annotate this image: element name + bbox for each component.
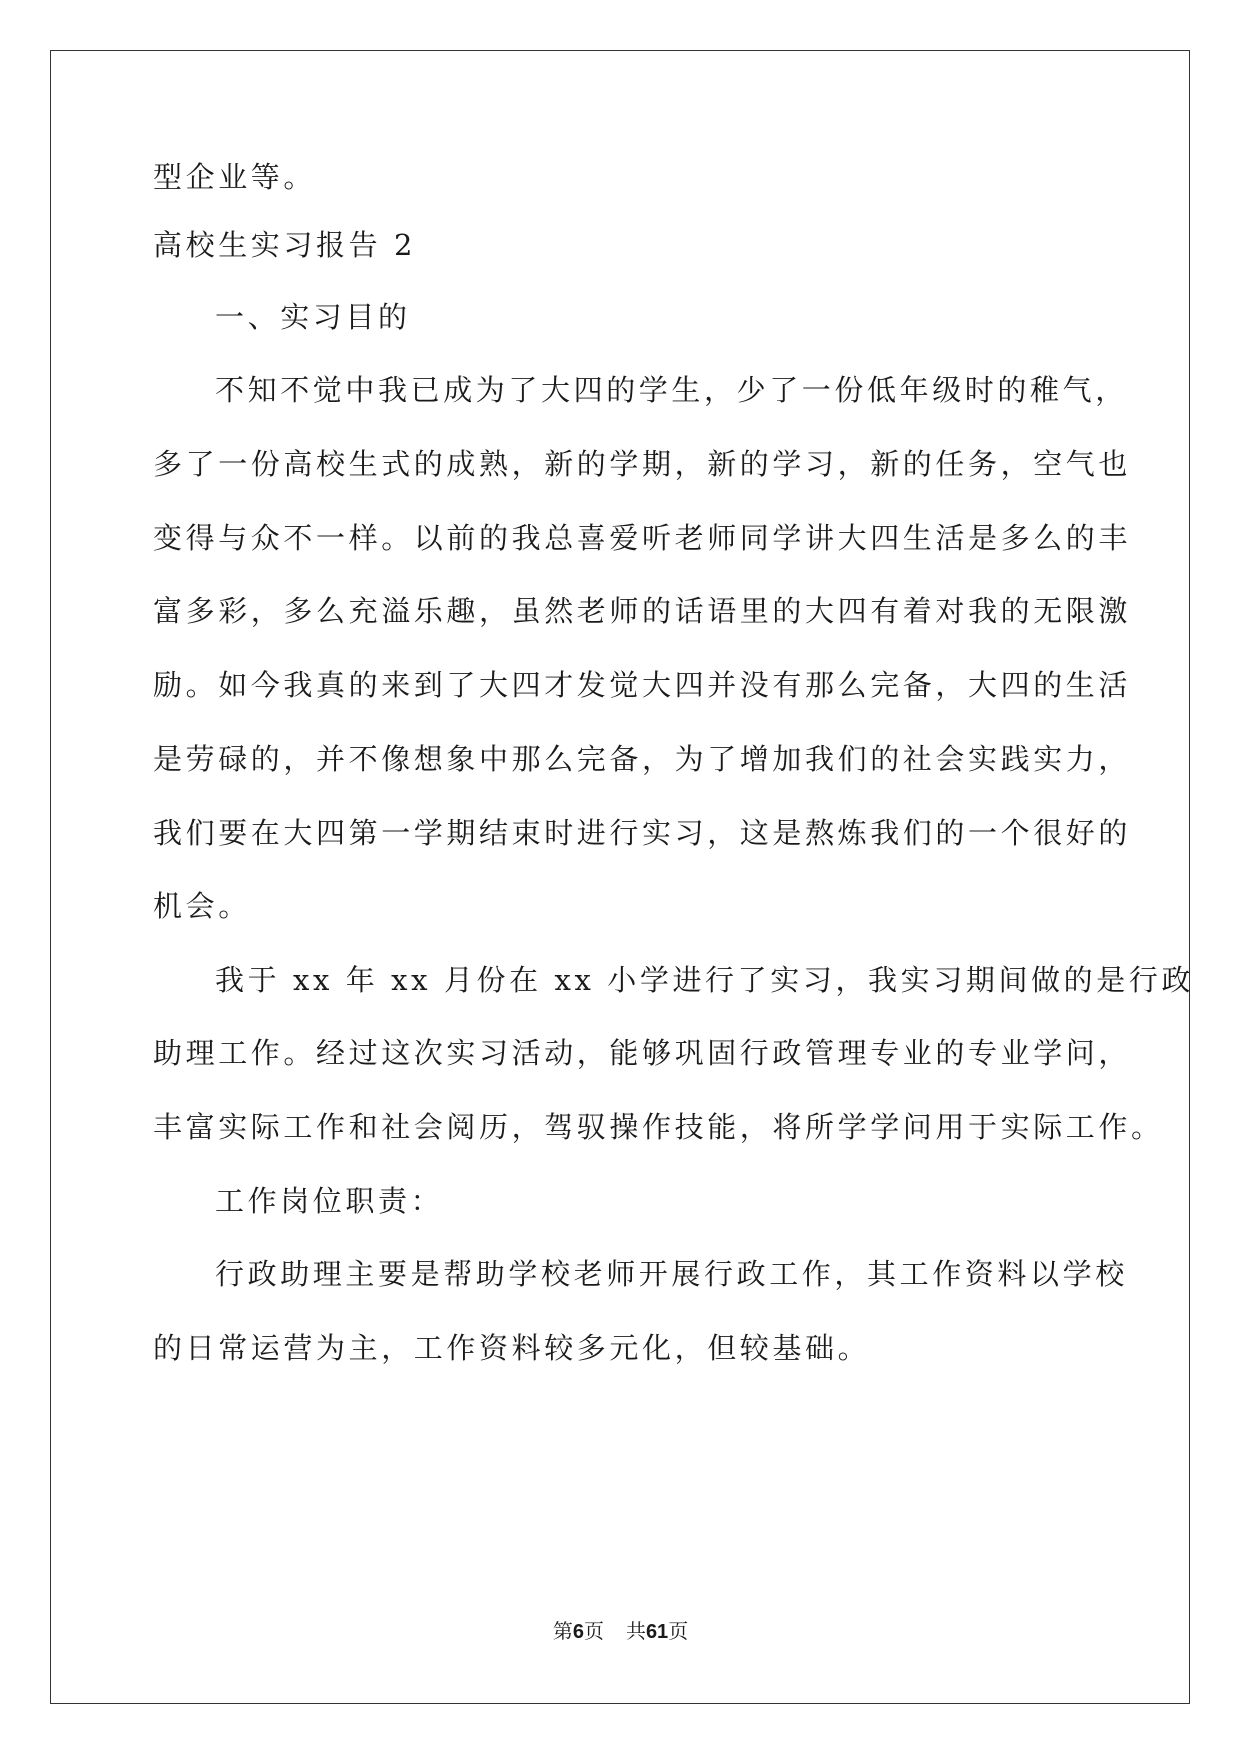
text-line: 多了一份高校生式的成熟，新的学期，新的学习，新的任务，空气也 xyxy=(153,447,1132,481)
text-line: 丰富实际工作和社会阅历，驾驭操作技能，将所学学问用于实际工作。 xyxy=(153,1110,1164,1144)
text-line: 我们要在大四第一学期结束时进行实习，这是熬炼我们的一个很好的 xyxy=(153,816,1132,850)
text-line: 助理工作。经过这次实习活动，能够巩固行政管理专业的专业学问， xyxy=(153,1036,1132,1070)
text-line: 行政助理主要是帮助学校老师开展行政工作，其工作资料以学校 xyxy=(215,1257,1128,1291)
text-line: 富多彩，多么充溢乐趣，虽然老师的话语里的大四有着对我的无限激 xyxy=(153,594,1132,628)
section-heading: 高校生实习报告 2 xyxy=(153,228,417,262)
total-prefix: 共 xyxy=(625,1619,646,1643)
text-line: 机会。 xyxy=(153,889,251,923)
page-suffix: 页 xyxy=(583,1619,604,1643)
page-prefix: 第 xyxy=(552,1619,573,1643)
page-footer xyxy=(0,1618,1241,1645)
page-number: 6 xyxy=(572,1621,584,1643)
subsection-heading: 一、实习目的 xyxy=(215,300,411,334)
total-pages: 61 xyxy=(645,1621,669,1643)
total-suffix: 页 xyxy=(668,1619,689,1643)
text-line: 型企业等。 xyxy=(153,160,317,194)
text-line: 的日常运营为主，工作资料较多元化，但较基础。 xyxy=(153,1331,871,1365)
text-line: 不知不觉中我已成为了大四的学生，少了一份低年级时的稚气， xyxy=(215,373,1128,407)
text-line: 变得与众不一样。以前的我总喜爱听老师同学讲大四生活是多么的丰 xyxy=(153,521,1132,555)
text-line: 我于 xx 年 xx 月份在 xx 小学进行了实习，我实习期间做的是行政 xyxy=(215,963,1195,997)
text-line: 是劳碌的，并不像想象中那么完备，为了增加我们的社会实践实力， xyxy=(153,742,1132,776)
text-line: 励。如今我真的来到了大四才发觉大四并没有那么完备，大四的生活 xyxy=(153,668,1132,702)
text-line: 工作岗位职责： xyxy=(215,1184,444,1218)
